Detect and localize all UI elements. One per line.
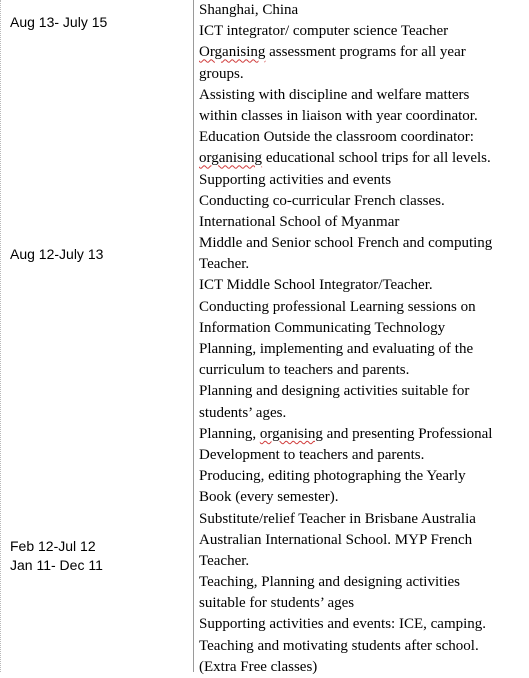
line-text: Middle and Senior school French and computing xyxy=(199,235,493,252)
line-text: Producing, editing photographing the Yearly xyxy=(199,468,466,485)
date-range: Feb 12-Jul 12 xyxy=(10,538,96,554)
text-line xyxy=(199,657,519,678)
line-text: within classes in liaison with year coordinator. xyxy=(199,107,478,124)
line-text: Assisting with discipline and welfare matters xyxy=(199,86,470,103)
line-text: Shanghai, China xyxy=(199,2,299,18)
text-line xyxy=(199,360,519,381)
text-line xyxy=(199,339,519,360)
text-line xyxy=(199,509,519,530)
text-line xyxy=(199,297,519,318)
line-text: Teaching, Planning and designing activities xyxy=(199,574,460,591)
line-text: (Extra Free classes) xyxy=(199,658,318,675)
line-text: suitable for students’ ages xyxy=(199,595,355,612)
experience-text xyxy=(199,0,519,678)
line-text: Development to teachers and parents. xyxy=(199,446,425,463)
experience-column xyxy=(193,0,529,675)
line-text: Teacher. xyxy=(199,256,250,273)
date-range: Aug 13- July 15 xyxy=(10,14,108,30)
line-text: Education Outside the classroom coordinator: xyxy=(199,129,474,146)
text-line xyxy=(199,593,519,614)
text-line xyxy=(199,254,519,275)
text-line xyxy=(199,106,519,127)
text-line xyxy=(199,424,519,445)
text-line xyxy=(199,614,519,635)
text-line xyxy=(199,21,519,42)
text-line xyxy=(199,530,519,551)
line-text: Book (every semester). xyxy=(199,489,339,506)
text-line xyxy=(199,318,519,339)
line-text: educational school trips for all levels. xyxy=(262,150,491,167)
line-text: ICT Middle School Integrator/Teacher. xyxy=(199,277,433,294)
text-line xyxy=(199,0,519,21)
text-line xyxy=(199,551,519,572)
text-line xyxy=(199,445,519,466)
text-line xyxy=(199,466,519,487)
spellcheck-underlined-word: organising xyxy=(199,150,263,167)
line-text: Australian International School. MYP French xyxy=(199,531,473,548)
line-text: students’ ages. xyxy=(199,404,287,421)
date-range: Jan 11- Dec 11 xyxy=(10,557,103,573)
text-line xyxy=(199,233,519,254)
line-text: Conducting co-curricular French classes. xyxy=(199,192,445,209)
date-range: Aug 12-July 13 xyxy=(10,246,104,262)
text-line xyxy=(199,636,519,657)
text-line xyxy=(199,191,519,212)
line-text: groups. xyxy=(199,65,244,82)
line-text: Conducting professional Learning sessions on xyxy=(199,298,476,315)
line-text: assessment programs for all year xyxy=(265,44,466,61)
text-line xyxy=(199,381,519,402)
line-text: Substitute/relief Teacher in Brisbane Australia xyxy=(199,510,476,527)
text-line xyxy=(199,572,519,593)
text-line xyxy=(199,127,519,148)
spellcheck-underlined-word: organising xyxy=(259,425,323,442)
line-text: Teaching and motivating students after school. xyxy=(199,637,479,654)
spellcheck-underlined-word: Organising xyxy=(199,44,266,61)
text-line xyxy=(199,64,519,85)
text-line xyxy=(199,42,519,63)
line-text: Teacher. xyxy=(199,552,250,569)
text-line xyxy=(199,487,519,508)
line-text: Planning, implementing and evaluating of the xyxy=(199,341,474,357)
line-text: Supporting activities and events xyxy=(199,171,392,188)
text-line xyxy=(199,403,519,424)
line-text: Planning, xyxy=(199,425,260,442)
line-text: Supporting activities and events: ICE, camping. xyxy=(199,616,487,633)
text-line xyxy=(199,212,519,233)
text-line xyxy=(199,85,519,106)
line-text: curriculum to teachers and parents. xyxy=(199,362,410,379)
line-text: International School of Myanmar xyxy=(199,213,400,230)
text-line xyxy=(199,170,519,191)
text-line xyxy=(199,148,519,169)
line-text: and presenting Professional xyxy=(322,425,493,442)
line-text: Information Communicating Technology xyxy=(199,319,446,336)
line-text: Planning and designing activities suitable for xyxy=(199,383,470,400)
text-line xyxy=(199,275,519,296)
dates-column xyxy=(0,0,194,672)
line-text: ICT integrator/ computer science Teacher xyxy=(199,23,449,40)
